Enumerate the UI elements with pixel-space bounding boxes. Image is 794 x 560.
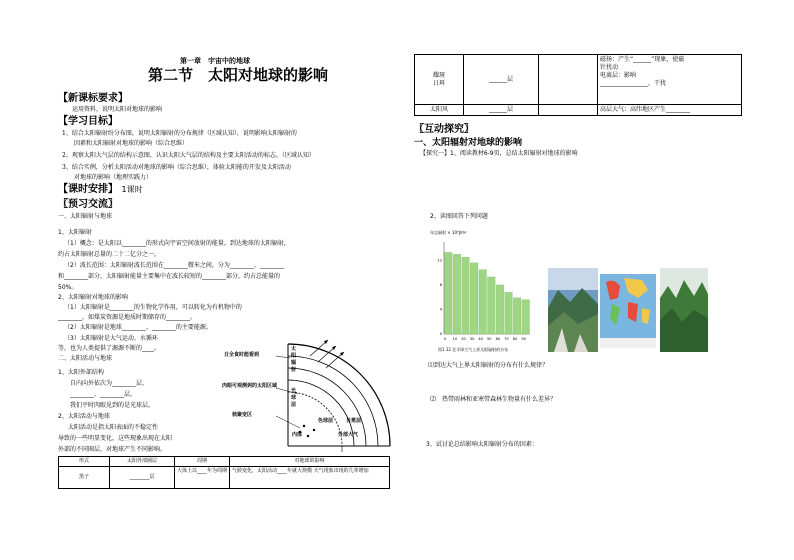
paragraph: （1）太阳辐射是________的生物化学作用，可以转化为有机物中的	[64, 304, 242, 311]
chart-x-tick-label: 40	[478, 337, 483, 341]
table-cell: ________层	[110, 467, 175, 489]
paragraph: （3）太阳辐射是大气运动、水循环	[64, 335, 158, 342]
chart-x-tick-label: 30	[469, 337, 475, 341]
chart-bar	[505, 292, 513, 334]
paragraph: （2）波长范围：太阳辐射波长范围在________微米之间，分为________、________	[64, 262, 284, 269]
table-header: 周期	[175, 457, 230, 467]
subsection-title: 二、太阳活动与地球	[58, 355, 113, 362]
paragraph: ________、________层，	[70, 391, 137, 398]
subsection-title: 一、太阳辐射对地球的影响	[414, 138, 523, 148]
paragraph: 太阳活动是指太阳表面的不稳定性	[68, 424, 159, 431]
paragraph: （1）概念：是太阳以________的形式向宇宙空间放射的能量。到达地球的太阳辐射，	[64, 240, 290, 247]
table-cell: 气候变化，太阳活动____年就大规模 天气现象出现的几率增加	[230, 467, 390, 489]
paragraph: 50%。	[58, 284, 78, 291]
diagram-label: 核聚变区	[232, 412, 253, 418]
diagram-label: 色球层	[318, 418, 334, 424]
world-map-image	[598, 268, 658, 352]
chart-x-tick-label: 60	[495, 337, 501, 341]
paragraph: 约占太阳辐射总量的二十二亿分之一。	[58, 251, 161, 258]
paragraph: 【探究一】1、阅读教材6-9页，总结太阳辐射对地球的影响	[420, 150, 578, 157]
diagram-label: 肉眼可观测到的太阳区域	[222, 383, 278, 389]
question: 3、试讨论总结影响太阳辐射分布的因素：	[426, 441, 538, 448]
chart-bar	[522, 300, 530, 334]
paragraph: 导致的一些明显变化，这些现象出现在太阳	[58, 435, 173, 442]
solar-activity-table	[58, 456, 390, 489]
section-title: 第二节 太阳对地球的影响	[148, 66, 329, 84]
chart-y-tick-label: 4	[439, 307, 442, 312]
diagram-label: 日全食时能看到	[224, 352, 260, 358]
table-cell: 高层大气：高纬地区产生________	[598, 105, 742, 116]
chart-x-tick-label: 90	[521, 337, 526, 341]
table-cell	[539, 105, 598, 116]
chart-bar	[513, 298, 521, 334]
subsection-title: 一、太阳辐射与地球	[58, 213, 113, 220]
table-cell: ______层	[464, 105, 539, 116]
table-cell: 磁扬：产生“______”现象，使磁 针扰动 电离层：影响 ________________，干扰	[598, 55, 742, 105]
table-header: 形式	[59, 457, 110, 467]
chart-x-tick-label: 10	[452, 337, 458, 341]
table-cell: 耀斑 日珥	[415, 55, 464, 105]
question: ⑴到达大气上界太阳辐射的分布有什么规律？	[428, 362, 549, 369]
table-cell: 大体上以____年为周期	[175, 467, 230, 489]
table-header: 太阳外部圈层	[110, 457, 175, 467]
schedule-heading: 【课时安排】 1课时	[58, 184, 143, 195]
rainforest-photo	[548, 268, 598, 352]
chart-y-tick-label: 12	[437, 258, 442, 263]
chart-bar	[462, 257, 470, 334]
question: ⑵ 热带雨林和亚寒带森林生物量有什么差异？	[430, 396, 557, 403]
chart-x-tick-label: 0	[444, 337, 447, 341]
table-cell: 黑子	[59, 467, 110, 489]
diagram-label: 内部	[292, 432, 303, 438]
chart-bar	[445, 252, 453, 334]
paragraph: 1、太阳辐射	[58, 229, 92, 236]
paragraph: 我们平时肉眼见到的是光球层。	[70, 402, 155, 409]
chart-bar	[453, 254, 461, 334]
table-cell: ______层	[464, 55, 539, 105]
chart-y-tick-label: 8	[439, 283, 442, 288]
coniferous-forest-photo	[660, 268, 708, 352]
objective-line: 3、结合实例，分析太阳活动对地球的影响（综合思维），体验太阳能的开发及太阳活动	[62, 164, 291, 171]
chart-ylabel: 年总辐射 × 10⁸J/m²	[430, 230, 467, 235]
solar-radiation-bar-chart	[428, 226, 534, 354]
table-cell: 太阳风	[415, 105, 464, 116]
chart-x-tick-label: 80	[512, 337, 518, 341]
chart-bar	[470, 263, 478, 334]
objective-line: 1、结合太阳辐射纷分布图，说明太阳辐射的分布规律（区域认知），说明影响太阳辐射的	[62, 130, 297, 137]
curriculum-heading: 【新课标要求】	[58, 93, 128, 104]
chart-bar	[496, 285, 504, 334]
paragraph: 外部的不同圈层，对地球产生不同影响。	[58, 446, 167, 453]
paragraph: 和________部分，太阳辐射能量主要集中在波长较短的________部分，约占总能量的	[58, 273, 281, 280]
paragraph: （2）太阳辐射是地球________、________的主要能源。	[64, 324, 212, 331]
paragraph: 等，也为人类提供了源源不断的____。	[58, 345, 161, 352]
paragraph: ________，如煤炭资源是地质时期储存的________。	[58, 314, 197, 321]
diagram-label: 太阳辐射	[291, 346, 297, 373]
objective-line: 2、观察太阳大气层的结构示意图，认识太阳大气层的结构及主要太阳活动的标志。（区域认知）	[62, 152, 315, 159]
objective-line: 因素和太阳辐射对地球的影响（综合思维）	[62, 140, 189, 147]
table-cell	[539, 55, 598, 105]
objectives-heading: 【学习目标】	[58, 116, 118, 127]
paragraph: 2、太阳辐射对地球的影响	[58, 294, 128, 301]
curriculum-text: 运用资料，说明太阳对地球的影响	[72, 106, 163, 113]
paragraph: 1、太阳外部结构	[58, 369, 104, 376]
paragraph: 自内向外依次为________层、	[70, 380, 149, 387]
chart-x-tick-label: 70	[504, 337, 509, 341]
preview-heading: 〖预习交流〗	[58, 199, 118, 210]
objective-line: 对地球的影响（地理实践力）	[62, 174, 153, 181]
chart-x-tick-label: 20	[461, 337, 466, 341]
solar-activity-table-continued	[414, 54, 742, 116]
explore-heading: 〖互动探究〗	[414, 124, 474, 135]
paragraph: 2、读图回答下列问题	[430, 213, 488, 220]
chart-caption: 图1.12 北半球大气上界太阳辐射的分布	[438, 347, 509, 352]
chapter-title: 第一章 宇宙中的地球	[180, 56, 250, 65]
chart-bar	[479, 270, 487, 334]
diagram-label: 外部大气	[338, 432, 359, 438]
chart-x-tick-label: 50	[487, 337, 492, 341]
paragraph: 2、太阳活动与地球	[58, 413, 110, 420]
chart-bar	[488, 277, 496, 334]
table-header: 对地球的影响	[230, 457, 390, 467]
diagram-label: 光球层	[291, 388, 297, 408]
chart-y-tick-label: 0	[439, 332, 442, 337]
diagram-label: 日冕层	[346, 418, 362, 424]
